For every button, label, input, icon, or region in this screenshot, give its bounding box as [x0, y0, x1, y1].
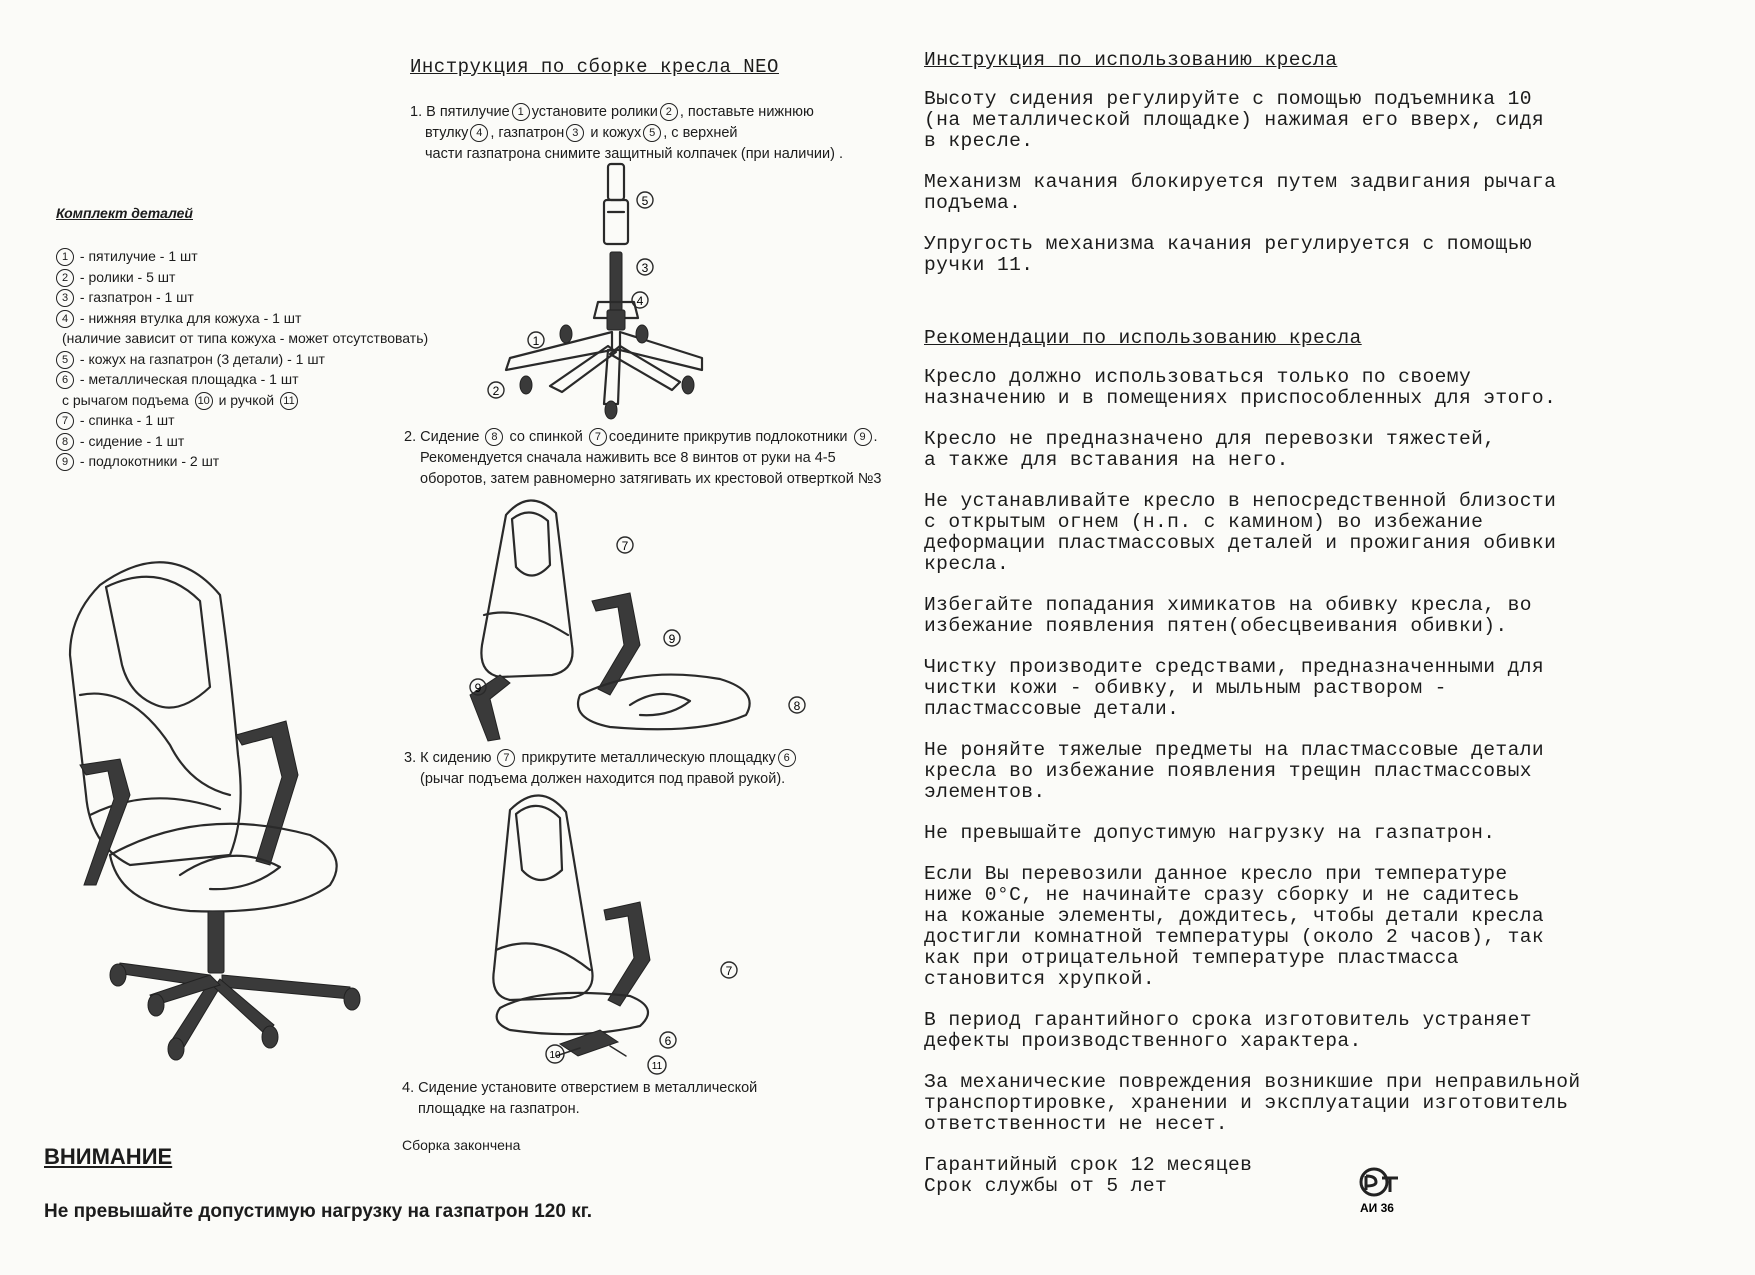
paragraph: Чистку производите средствами, предназначенными для чистки кожи - обивку, и мыльным раствором - пластмассовые детали. — [924, 656, 1545, 720]
chair-illustration — [60, 555, 360, 1065]
paragraph: Механизм качания блокируется путем задвигания рычага подъема. — [924, 171, 1557, 214]
paragraph: Не роняйте тяжелые предметы на пластмассовые детали кресла во избежание появления трещин пластмассовых элементов. — [924, 739, 1545, 803]
paragraph: Не устанавливайте кресло в непосредственной близости с открытым огнем (н.п. с камином) во избежание деформации пластмассовых деталей и прожигания обивки кресла. — [924, 490, 1557, 575]
step-4: 4. Сидение установите отверстием в металлической площадке на газпатрон. — [402, 1080, 758, 1117]
service-life: Срок службы от 5 лет — [924, 1175, 1168, 1197]
usage-column — [924, 50, 1724, 1197]
label-3: 3 — [641, 261, 649, 275]
label-5: 5 — [641, 194, 649, 208]
label-4: 4 — [636, 294, 644, 308]
paragraph: Не превышайте допустимую нагрузку на газпатрон. — [924, 822, 1496, 844]
paragraph: Упругость механизма качания регулируется с помощью ручки 11. — [924, 233, 1532, 276]
paragraph: Избегайте попадания химикатов на обивку кресла, во избежание появления пятен(обесцвеивания обивки). — [924, 594, 1532, 637]
usage-title: Инструкция по использованию кресла — [924, 49, 1338, 71]
parts-title: Комплект деталей — [56, 205, 193, 221]
paragraph: Если Вы перевозили данное кресло при температуре ниже 0°С, не начинайте сразу сборку и не садитесь на кожаные элементы, дождитесь, чтобы детали кресла достигли комнатной температуры (около 2 часов), так как при отрицательной температуре пластмасса становится хрупкой. — [924, 863, 1545, 990]
step-1: 1. В пятилучие 1 установите ролики 2 , поставьте нижнюю втулку 4 , газпатрон 3 и кожух 5 , с верхней части газпатрона снимите защитный колпачек (при наличии) . — [410, 104, 844, 162]
part-item: 2 - ролики - 5 шт — [54, 267, 428, 288]
part-item: 8 - сидение - 1 шт — [54, 431, 428, 452]
assembly-title: Инструкция по сборке кресла NEO — [410, 56, 779, 78]
warranty-term: Гарантийный срок 12 месяцев — [924, 1154, 1253, 1176]
part-item: 4 - нижняя втулка для кожуха - 1 шт — [54, 308, 428, 329]
label-11: 11 — [651, 1061, 663, 1072]
label-10: 10 — [549, 1050, 561, 1061]
part-item: 7 - спинка - 1 шт — [54, 410, 428, 431]
label-6: 6 — [664, 1034, 672, 1048]
diagram-plate-mount — [480, 790, 760, 1080]
part-item-note: с рычагом подъема 10 и ручкой 11 — [54, 390, 428, 411]
step-3: 3. К сидению 7 прикрутите металлическую площадку 6 (рычаг подъема должен находится под правой рукой). — [404, 748, 798, 790]
part-item: 3 - газпатрон - 1 шт — [54, 287, 428, 308]
certification-mark-icon — [1352, 1166, 1408, 1216]
label-2: 2 — [492, 384, 500, 398]
part-item: 1 - пятилучие - 1 шт — [54, 246, 428, 267]
paragraph: В период гарантийного срока изготовитель устраняет дефекты производственного характера. — [924, 1009, 1532, 1052]
warning-text: Не превышайте допустимую нагрузку на газпатрон 120 кг. — [44, 1201, 593, 1222]
label-8: 8 — [793, 699, 801, 713]
part-item: 5 - кожух на газпатрон (3 детали) - 1 шт — [54, 349, 428, 370]
parts-list — [54, 246, 428, 472]
part-item-note: (наличие зависит от типа кожуха - может отсутствовать) — [62, 330, 429, 346]
part-item: 9 - подлокотники - 2 шт — [54, 451, 428, 472]
assembly-done: Сборка закончена — [402, 1137, 521, 1153]
warning-title: ВНИМАНИЕ — [44, 1144, 173, 1169]
label-1: 1 — [532, 334, 540, 348]
paragraph: Высоту сидения регулируйте с помощью подъемника 10 (на металлической площадке) нажимая его вверх, сидя в кресле. — [924, 88, 1545, 152]
label-9: 9 — [668, 632, 676, 646]
diagram-seat-back-arms — [460, 495, 820, 735]
label-7: 7 — [621, 539, 629, 553]
paragraph: Кресло должно использоваться только по своему назначению и в помещениях приспособленных для этого. — [924, 366, 1557, 409]
recommendations-title: Рекомендации по использованию кресла — [924, 327, 1362, 349]
step-2: 2. Сидение 8 со спинкой 7 соедините прикрутив подлокотники 9 . Рекомендуется сначала наживить все 8 винтов от руки на 4-5 оборотов, затем равномерно затягивать их крестовой отверткой №3 — [404, 429, 882, 487]
paragraph: За механические повреждения возникшие при неправильной транспортировке, хранении и эксплуатации изготовитель ответственности не несет. — [924, 1071, 1581, 1135]
label-9: 9 — [474, 681, 482, 695]
cert-code: АИ 36 — [1360, 1201, 1394, 1215]
label-7: 7 — [725, 964, 733, 978]
warranty — [924, 1155, 1724, 1197]
paragraph: Кресло не предназначено для перевозки тяжестей, а также для вставания на него. — [924, 428, 1496, 471]
diagram-base-assembly — [480, 160, 720, 430]
part-item: 6 - металлическая площадка - 1 шт — [54, 369, 428, 390]
